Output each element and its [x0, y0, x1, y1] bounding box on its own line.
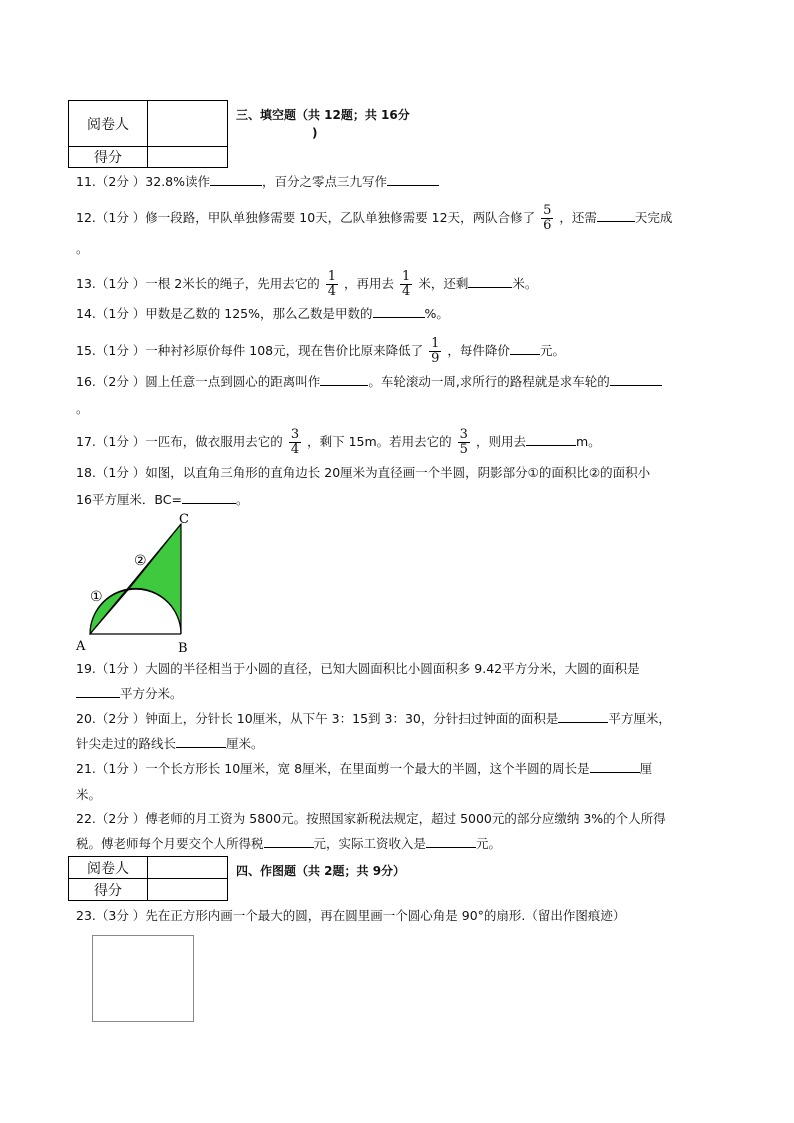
- answer-blank[interactable]: [597, 209, 635, 222]
- answer-blank[interactable]: [373, 305, 425, 318]
- question-16: 16.（2分 ）圆上任意一点到圆心的距离叫作 。车轮滚动一周,求所行的路程就是求车轮的: [76, 373, 662, 391]
- answer-blank[interactable]: [320, 373, 368, 386]
- question-15: 15.（1分 ）一种衬衫原价每件 108元，现在售价比原来降低了 $\frac{1}{9}$ ，每件降价 元。: [76, 336, 565, 366]
- fraction: $\frac{1}{4}$: [327, 269, 337, 299]
- question-18-cont: 16平方厘米．BC= 。: [76, 492, 249, 507]
- question-19-cont: 平方分米。: [76, 685, 183, 703]
- question-13: 13.（1分 ）一根 2米长的绳子，先用去它的 $\frac{1}{4}$ ，再用去 $\frac{1}{4}$ 米，还剩 米。: [76, 269, 538, 299]
- label-a: A: [76, 639, 86, 654]
- answer-blank[interactable]: [264, 835, 314, 848]
- question-22-cont: 税。傅老师每个月要交个人所得税 元，实际工资收入是 元。: [76, 836, 502, 851]
- score-cell[interactable]: [148, 879, 228, 901]
- question-18: 18.（1分 ）如图，以直角三角形的直角边长 20厘米为直径画一个半圆，阴影部分①的面积比②的面积小: [76, 465, 651, 480]
- score-table-2: [68, 856, 228, 901]
- answer-blank[interactable]: [510, 342, 540, 355]
- label-region-1: ①: [90, 589, 103, 605]
- score-label: 得分: [69, 879, 148, 901]
- score-label: 得分: [69, 147, 148, 168]
- question-11: 11.（2分 ）32.8%读作 ，百分之零点三九写作: [76, 173, 439, 191]
- grader-cell[interactable]: [148, 101, 228, 147]
- answer-blank[interactable]: [210, 173, 262, 186]
- answer-blank[interactable]: [426, 835, 476, 848]
- question-21-cont: 米。: [76, 787, 102, 802]
- grader-cell[interactable]: [148, 857, 228, 879]
- section-3-title-close: ): [312, 126, 318, 140]
- answer-blank[interactable]: [182, 491, 236, 504]
- label-c: C: [179, 512, 189, 527]
- grader-label: 阅卷人: [69, 857, 148, 879]
- section-4-title: 四、作图题（共 2题；共 9分）: [236, 864, 406, 878]
- fraction: $\frac{3}{4}$: [290, 427, 300, 457]
- answer-blank[interactable]: [76, 685, 120, 698]
- section-3-title: 三、填空题（共 12题；共 16分: [236, 108, 410, 122]
- drawing-square[interactable]: [92, 935, 194, 1022]
- fraction: $\frac{3}{5}$: [459, 427, 468, 457]
- question-12: 12.（1分 ）修一段路，甲队单独修需要 10天，乙队单独修需要 12天，两队合修了 $\frac{5}{6}$ ，还需 天完成: [76, 203, 673, 233]
- answer-blank[interactable]: [468, 275, 512, 288]
- fraction: $\frac{1}{4}$: [402, 269, 411, 299]
- question-16-cont: 。: [76, 401, 89, 416]
- fraction: $\frac{5}{6}$: [543, 203, 552, 233]
- triangle-semicircle-figure: [70, 510, 220, 658]
- score-cell[interactable]: [148, 147, 228, 168]
- answer-blank[interactable]: [387, 173, 439, 186]
- answer-blank[interactable]: [176, 735, 226, 748]
- answer-blank[interactable]: [590, 760, 640, 773]
- question-20-cont: 针尖走过的路线长 厘米。: [76, 736, 264, 751]
- fraction: $\frac{1}{9}$: [431, 336, 440, 366]
- question-20: 20.（2分 ）钟面上，分针长 10厘米，从下午 3：15到 3：30，分针扫过钟面的面积是 平方厘米，: [76, 711, 671, 726]
- score-table-1: [68, 100, 228, 168]
- question-22: 22.（2分 ）傅老师的月工资为 5800元。按照国家新税法规定，超过 5000元的部分应缴纳 3%的个人所得: [76, 811, 666, 826]
- question-19: 19.（1分 ）大圆的半径相当于小圆的直径，已知大圆面积比小圆面积多 9.42平方分米，大圆的面积是: [76, 661, 640, 676]
- answer-blank[interactable]: [558, 710, 608, 723]
- label-region-2: ②: [134, 553, 147, 569]
- question-12-cont: 。: [76, 241, 89, 256]
- question-14: 14.（1分 ）甲数是乙数的 125%，那么乙数是甲数的 %。: [76, 306, 449, 321]
- label-b: B: [178, 641, 188, 656]
- question-17: 17.（1分 ）一匹布，做衣服用去它的 $\frac{3}{4}$ ，剩下 15m。若用去它的 $\frac{3}{5}$ ，则用去 m。: [76, 427, 601, 457]
- question-21: 21.（1分 ）一个长方形长 10厘米，宽 8厘米，在里面剪一个最大的半圆，这个半圆的周长是 厘: [76, 761, 653, 776]
- answer-blank[interactable]: [526, 433, 576, 446]
- question-23: 23.（3分 ）先在正方形内画一个最大的圆，再在圆里画一个圆心角是 90°的扇形.（留出作图痕迹）: [76, 908, 626, 923]
- answer-blank[interactable]: [610, 373, 662, 386]
- grader-label: 阅卷人: [69, 101, 148, 147]
